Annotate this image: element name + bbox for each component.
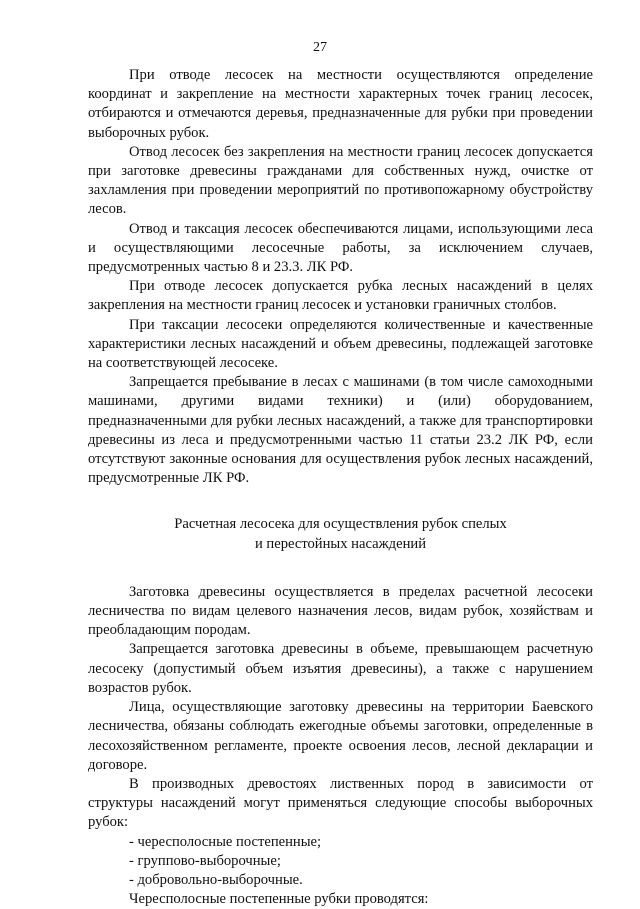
paragraph: Заготовка древесины осуществляется в пределах расчетной лесосеки лесничества по видам целевого назначения лесов, видам рубок, хозяйствам и преобладающим породам.: [88, 583, 593, 639]
paragraph: Отвод и таксация лесосек обеспечиваются лицами, использующими леса и осуществляющими лесосечные работы, за исключением случаев, предусмотренных частью 8 и 23.3. ЛК РФ.: [88, 220, 593, 276]
paragraph: Запрещается пребывание в лесах с машинами (в том числе самоходными машинами, другими видами техники) и (или) оборудованием, предназначенными для рубки лесных насаждений, а также для транспортировки древесины из леса и предусмотренными частью 11 статьи 23.2 ЛК РФ, если отсутствуют законные основания для осуществления рубок лесных насаждений, предусмотренные ЛК РФ.: [88, 374, 593, 487]
paragraph: При отводе лесосек допускается рубка лесных насаждений в целях закрепления на местности границ лесосек и установки граничных столбов.: [88, 278, 593, 314]
paragraph: Отвод лесосек без закрепления на местности границ лесосек допускается при заготовке древесины гражданами для собственных нужд, очистке от захламления при проведении мероприятий по противопожарному обустройству лесов.: [88, 143, 593, 218]
document-body: [88, 66, 593, 909]
paragraph: Запрещается заготовка древесины в объеме, превышающем расчетную лесосеку (допустимый объем изъятия древесины), а также с нарушением возрастов рубок.: [88, 641, 593, 696]
paragraph-last-line: Чересполосные постепенные рубки проводятся:: [129, 891, 429, 908]
list-item: - добровольно-выборочные.: [129, 871, 303, 888]
paragraph: При отводе лесосек на местности осуществляются определение координат и закрепление на местности характерных точек границ лесосек, отбираются и отмечаются деревья, предназначенные для рубки при проведении выборочных рубок.: [88, 67, 593, 141]
section-heading: [88, 515, 593, 553]
paragraph: В производных древостоях лиственных пород в зависимости от структуры насаждений могут применяться следующие способы выборочных рубок:: [88, 775, 593, 831]
section-heading-line-2: и перестойных насаждений: [254, 535, 427, 552]
page-number: 27: [313, 40, 327, 55]
paragraph: При таксации лесосеки определяются количественные и качественные характеристики лесных насаждений и объем древесины, подлежащей заготовке на соответствующей лесосеке.: [88, 316, 593, 372]
list-item: - чересполосные постепенные;: [129, 833, 322, 850]
list-item: - группово-выборочные;: [129, 852, 281, 869]
section-heading-line-1: Расчетная лесосека для осуществления рубок спелых: [174, 516, 507, 533]
paragraph: Лица, осуществляющие заготовку древесины на территории Баевского лесничества, обязаны соблюдать ежегодные объемы заготовки, определенные в лесохозяйственном регламенте, проекте освоения лесов, лесной декларации и договоре.: [88, 699, 593, 773]
